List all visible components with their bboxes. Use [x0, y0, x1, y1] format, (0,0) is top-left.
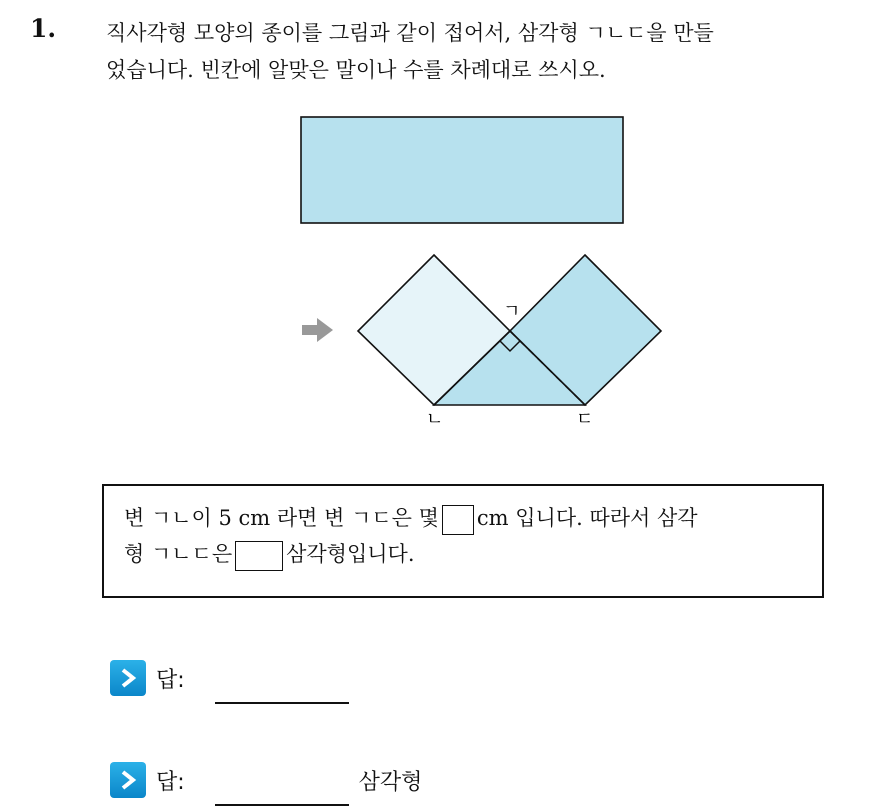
answer-input-1[interactable] [215, 676, 349, 704]
box-text-4: 삼각형입니다. [286, 542, 415, 566]
right-arrow-icon [302, 318, 333, 342]
question-line-1: 직사각형 모양의 종이를 그림과 같이 접어서, 삼각형 ㄱㄴㄷ을 만들 [106, 21, 714, 45]
answer-label-2: 답: [156, 769, 185, 795]
blank-triangle-type[interactable] [235, 541, 283, 571]
label-g: ㄱ [503, 301, 521, 322]
blank-length[interactable] [442, 505, 474, 535]
box-text-1: 변 ㄱㄴ이 5 cm 라면 변 ㄱㄷ은 몇 [124, 506, 439, 530]
question-line-2: 었습니다. 빈칸에 알맞은 말이나 수를 차례대로 쓰시오. [106, 58, 606, 82]
fill-in-box [102, 484, 824, 598]
answer-input-2[interactable] [215, 778, 349, 806]
question-number: 1. [30, 14, 57, 43]
box-text-2: cm 입니다. 따라서 삼각 [476, 506, 698, 530]
label-d: ㄷ [576, 409, 594, 430]
answer-row-1 [110, 652, 349, 704]
chevron-right-icon [110, 762, 146, 798]
chevron-right-icon [110, 660, 146, 696]
label-n: ㄴ [426, 409, 444, 430]
box-text-3: 형 ㄱㄴㄷ은 [124, 542, 233, 566]
box-line-1 [124, 500, 822, 536]
answer-row-2 [110, 754, 422, 806]
answer-label-1: 답: [156, 667, 185, 693]
answer-suffix-2: 삼각형 [358, 769, 423, 795]
box-line-2 [124, 536, 822, 572]
paper-rectangle [301, 117, 623, 223]
